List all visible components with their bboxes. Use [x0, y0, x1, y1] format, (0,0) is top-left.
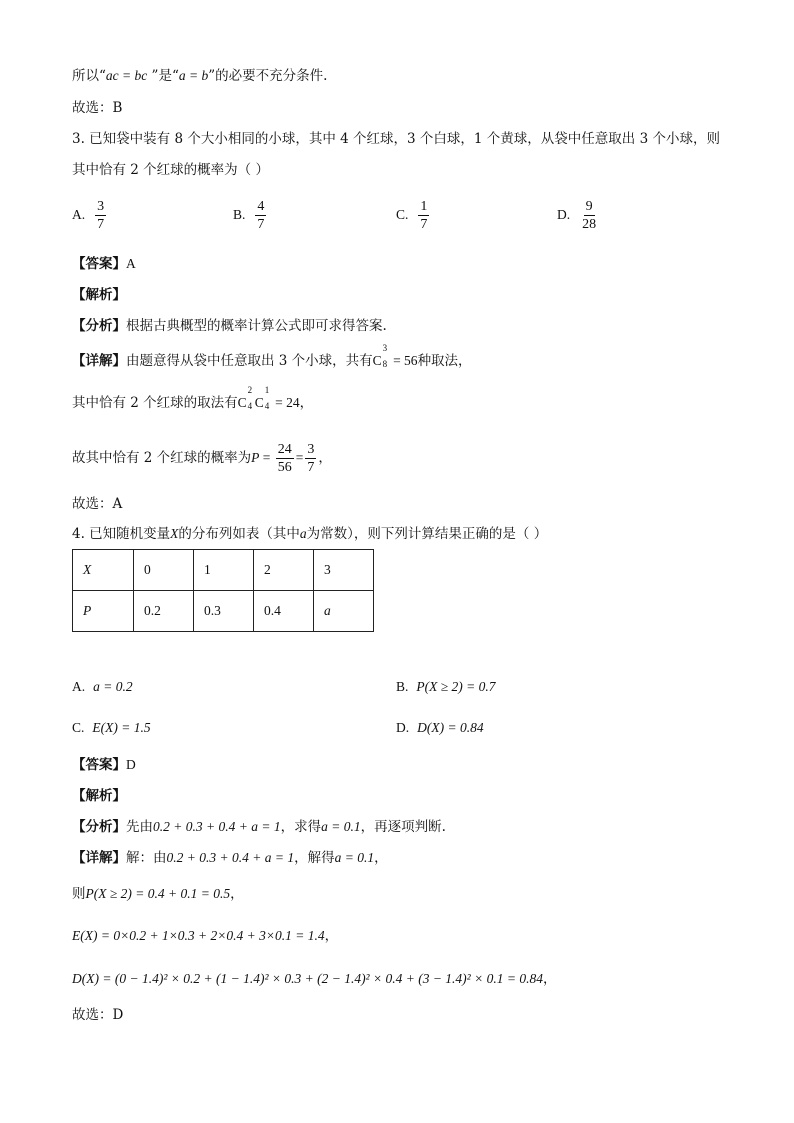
text-fragment: 所以“	[72, 68, 106, 84]
q3-answer: 【答案】A	[72, 256, 136, 272]
combination-c42: C 2 4	[237, 385, 253, 411]
fraction: $\frac{1}{7}$	[420, 199, 428, 232]
table-cell: 0.2	[134, 591, 194, 632]
fraction-24-56: $\frac{24}{56}$	[277, 442, 292, 475]
q4-option-d: D. D(X) = 0.84	[396, 720, 484, 735]
q4-option-a: A. a = 0.2	[72, 679, 133, 694]
q4-stem: 4. 已知随机变量X的分布列如表（其中a为常数），则下列计算结果正确的是（ ）	[72, 526, 548, 542]
distribution-table	[72, 549, 374, 632]
math-ac-bc: ac = bc	[105, 68, 148, 83]
q3-stem-line2: 其中恰有 2 个红球的概率为（ ）	[72, 162, 269, 178]
text-fragment: ”的必要不充分条件.	[208, 68, 328, 84]
q4-line-p: 则P(X ≥ 2) = 0.4 + 0.1 = 0.5，	[72, 886, 244, 902]
q3-detail-step1: 【详解】由题意得从袋中任意取出 3 个小球，共有C 3 8 = 56种取法，	[72, 343, 472, 369]
q3-select: 故选：A	[72, 496, 123, 512]
q3-stem-line1: 3. 已知袋中装有 8 个大小相同的小球，其中 4 个红球，3 个白球，1 个黄球，从袋中任意取出 3 个小球，则	[72, 131, 720, 147]
q3-option-d: D. $\frac{9}{28}$	[557, 199, 597, 232]
combination-c41: C 1 4	[254, 385, 270, 411]
table-cell: 1	[194, 550, 254, 591]
fraction: $\frac{9}{28}$	[582, 199, 597, 232]
select-b-line: 故选：B	[72, 100, 123, 116]
q3-jiexi: 【解析】	[72, 287, 126, 303]
combination-c83: C 3 8	[372, 343, 388, 369]
q4-jiexi: 【解析】	[72, 788, 126, 804]
table-cell: P	[73, 591, 134, 632]
table-row	[73, 550, 374, 591]
table-cell: 0.3	[194, 591, 254, 632]
table-cell: a	[314, 591, 374, 632]
q3-option-a: A. $\frac{3}{7}$	[72, 199, 105, 232]
fraction: $\frac{3}{7}$	[97, 199, 105, 232]
table-cell: 0.4	[254, 591, 314, 632]
table-row	[73, 591, 374, 632]
q4-select: 故选：D	[72, 1007, 124, 1023]
q4-answer: 【答案】D	[72, 757, 136, 773]
fraction: $\frac{4}{7}$	[257, 199, 265, 232]
table-cell: 2	[254, 550, 314, 591]
table-cell: 3	[314, 550, 374, 591]
q4-line-e: E(X) = 0×0.2 + 1×0.3 + 2×0.4 + 3×0.1 = 1.4，	[72, 928, 339, 944]
q3-detail-step3: 故其中恰有 2 个红球的概率为P = $\frac{24}{56}$ = $\frac{3}{7}$ ，	[72, 442, 332, 475]
q4-fenxi: 【分析】先由0.2 + 0.3 + 0.4 + a = 1，求得a = 0.1，再逐项判断.	[72, 819, 446, 835]
q4-detail: 【详解】解：由0.2 + 0.3 + 0.4 + a = 1，解得a = 0.1，	[72, 850, 388, 866]
fraction-3-7: $\frac{3}{7}$	[307, 442, 315, 475]
table-cell: X	[73, 550, 134, 591]
text-fragment: ”是“	[147, 68, 179, 84]
q3-option-c: C. $\frac{1}{7}$	[396, 199, 428, 232]
q3-detail-step2: 其中恰有 2 个红球的取法有C 2 4 C 1 4 = 24，	[72, 385, 314, 411]
q3-fenxi: 【分析】根据古典概型的概率计算公式即可求得答案.	[72, 318, 387, 334]
q4-option-b: B. P(X ≥ 2) = 0.7	[396, 679, 496, 694]
math-a-b: a = b	[178, 68, 209, 83]
q4-line-d: D(X) = (0 − 1.4)² × 0.2 + (1 − 1.4)² × 0.3 + (2 − 1.4)² × 0.4 + (3 − 1.4)² × 0.1 = 0.84，	[72, 971, 557, 987]
table-cell: 0	[134, 550, 194, 591]
q3-option-b: B. $\frac{4}{7}$	[233, 199, 265, 232]
conclusion-line	[72, 67, 327, 85]
q4-option-c: C. E(X) = 1.5	[72, 720, 151, 735]
